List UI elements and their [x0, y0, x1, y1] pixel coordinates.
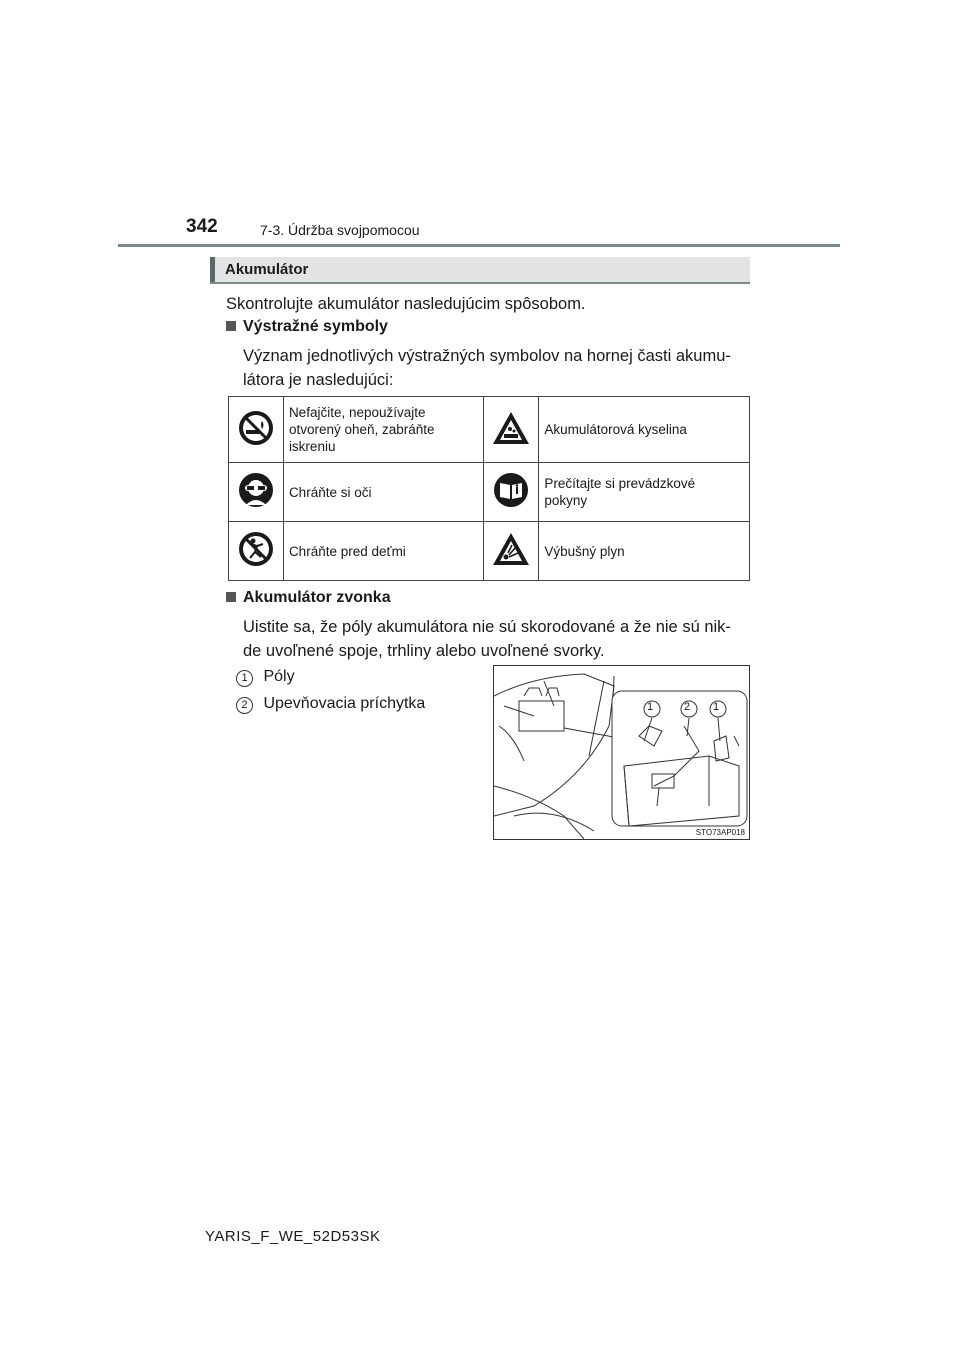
- no-smoking-icon: [229, 397, 284, 463]
- symbol-label: [539, 397, 750, 463]
- label-line: Nefajčite, nepoužívajte: [288, 405, 426, 420]
- label-line: Prečítajte si prevádzkové: [544, 476, 696, 491]
- table-row: [229, 522, 750, 581]
- label-line: Chráňte pred deťmi: [288, 543, 406, 559]
- square-bullet-icon: [226, 321, 236, 331]
- acid-warning-icon: [484, 397, 539, 463]
- figure-callout: 2: [684, 701, 691, 713]
- intro-text: Skontrolujte akumulátor nasledujúcim spôsobom.: [226, 295, 586, 313]
- callout-number: 1: [236, 670, 253, 687]
- symbol-label: [539, 463, 750, 522]
- label-line: otvorený oheň, zabráňte: [288, 422, 435, 437]
- eye-protection-icon: [229, 463, 284, 522]
- section-title-bar: [210, 257, 750, 284]
- battery-exterior-heading-text: Akumulátor zvonka: [243, 589, 391, 606]
- label-line: Výbušný plyn: [544, 543, 625, 559]
- warning-symbols-heading-text: Výstražné symboly: [243, 318, 388, 335]
- title-accent: [210, 257, 215, 282]
- figure-code: STO73AP018: [695, 828, 745, 837]
- engine-bay-drawing: [494, 666, 749, 839]
- description-line: Význam jednotlivých výstražných symbolov na hornej časti akumu-: [243, 347, 731, 365]
- legend-label: Upevňovacia príchytka: [263, 695, 426, 712]
- symbol-label: [283, 397, 483, 463]
- symbol-label: [283, 463, 483, 522]
- figure-callout: 1: [713, 701, 720, 713]
- explosive-gas-icon: [484, 522, 539, 581]
- warning-symbols-table: [228, 396, 750, 581]
- table-row: [229, 397, 750, 463]
- warning-symbols-heading: [226, 318, 388, 336]
- label-line: pokyny: [544, 493, 588, 508]
- legend-item: [236, 668, 295, 687]
- header-rule: [118, 244, 840, 247]
- figure-callout: 1: [647, 701, 654, 713]
- warning-symbols-description: [243, 344, 731, 392]
- battery-exterior-description: [243, 615, 731, 663]
- label-line: iskreniu: [288, 439, 336, 454]
- square-bullet-icon: [226, 592, 236, 602]
- description-line: látora je nasledujúci:: [243, 371, 394, 389]
- legend-label: Póly: [263, 668, 295, 685]
- battery-illustration: [493, 665, 750, 840]
- symbol-label: [283, 522, 483, 581]
- section-title: Akumulátor: [225, 261, 309, 278]
- read-manual-icon: [484, 463, 539, 522]
- section-header: 7-3. Údržba svojpomocou: [260, 222, 420, 238]
- label-line: Chráňte si oči: [288, 484, 372, 500]
- legend-item: [236, 695, 425, 714]
- keep-from-children-icon: [229, 522, 284, 581]
- label-line: Akumulátorová kyselina: [544, 422, 687, 437]
- page-number: 342: [186, 216, 218, 237]
- battery-exterior-heading: [226, 589, 391, 607]
- footer-code: YARIS_F_WE_52D53SK: [205, 1228, 381, 1245]
- description-line: Uistite sa, že póly akumulátora nie sú skorodované a že nie sú nik-: [243, 618, 731, 636]
- table-row: [229, 463, 750, 522]
- description-line: de uvoľnené spoje, trhliny alebo uvoľnené svorky.: [243, 642, 605, 660]
- symbol-label: [539, 522, 750, 581]
- callout-number: 2: [236, 697, 253, 714]
